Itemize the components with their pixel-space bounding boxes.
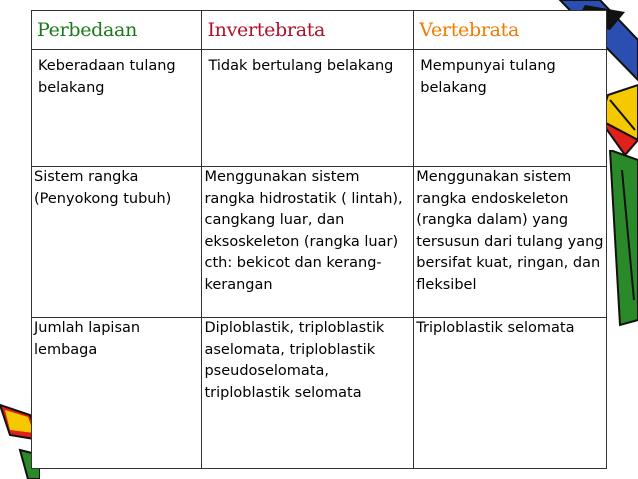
row-vertebrata-cell: Triploblastik selomata [414, 318, 607, 469]
row-invertebrata-cell: Menggunakan sistem rangka hidrostatik ( lintah), cangkang luar, dan eksoskeleton (rangka luar) cth: bekicot dan kerang-kerangan [202, 167, 414, 318]
header-vertebrata: Vertebrata [414, 11, 607, 50]
comparison-table [31, 10, 607, 469]
row-vertebrata-cell: Mempunyai tulang belakang [414, 50, 607, 167]
header-perbedaan: Perbedaan [32, 11, 202, 50]
row-aspect-cell: Jumlah lapisan lembaga [32, 318, 202, 469]
row-invertebrata-cell: Diploblastik, triploblastik aselomata, triploblastik pseudoselomata, triploblastik selomata [202, 318, 414, 469]
row-aspect-cell: Sistem rangka (Penyokong tubuh) [32, 167, 202, 318]
header-invertebrata: Invertebrata [202, 11, 414, 50]
table-row [32, 318, 607, 469]
row-vertebrata-cell: Menggunakan sistem rangka endoskeleton (rangka dalam) yang tersusun dari tulang yang bersifat kuat, ringan, dan fleksibel [414, 167, 607, 318]
table-row [32, 167, 607, 318]
row-invertebrata-cell: Tidak bertulang belakang [202, 50, 414, 167]
table-header-row [32, 11, 607, 50]
table-row [32, 50, 607, 167]
row-aspect-cell: Keberadaan tulang belakang [32, 50, 202, 167]
